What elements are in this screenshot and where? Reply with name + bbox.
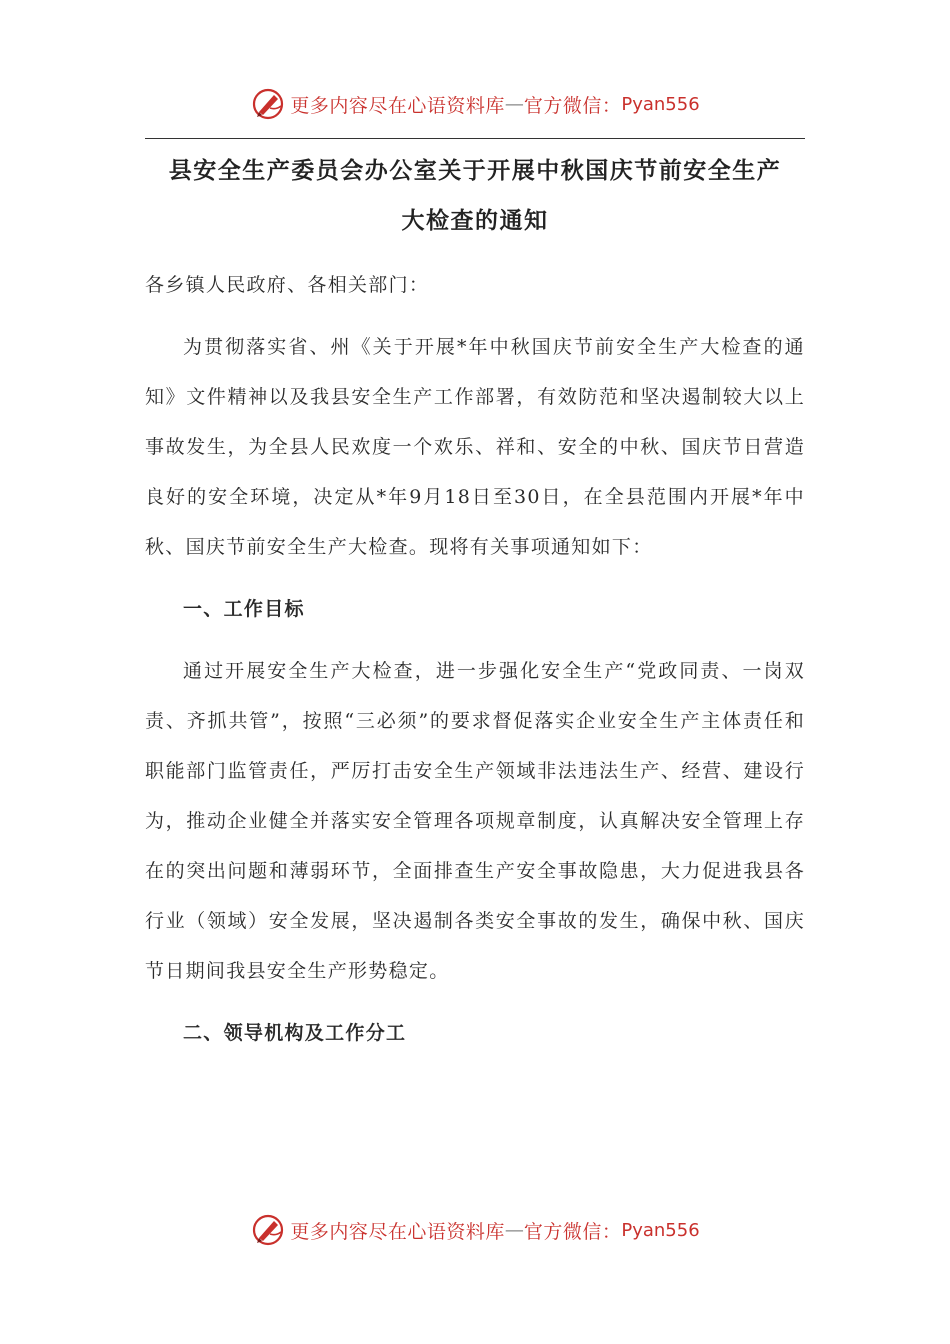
watermark-logo-icon (250, 86, 286, 122)
watermark-text: 更多内容尽在心语资料库 (290, 94, 505, 117)
salutation: 各乡镇人民政府、各相关部门： (145, 274, 430, 296)
watermark-logo-icon (250, 1212, 286, 1248)
watermark-account: Pyan556 (621, 93, 700, 115)
watermark-label: 官方微信： (523, 1220, 622, 1243)
watermark-separator: — (504, 93, 524, 115)
document-title (145, 146, 805, 246)
header-divider (145, 138, 805, 139)
section-heading-1: 一、工作目标 (183, 598, 305, 620)
watermark-account: Pyan556 (621, 1219, 700, 1241)
watermark-banner-top (0, 82, 950, 126)
section-heading-2: 二、领导机构及工作分工 (183, 1022, 407, 1044)
intro-paragraph: 为贯彻落实省、州《关于开展*年中秋国庆节前安全生产大检查的通知》文件精神以及我县安全生产工作部署，有效防范和坚决遏制较大以上事故发生，为全县人民欢度一个欢乐、祥和、安全的中秋、国庆节日营造良好的安全环境，决定从*年9月18日至30日，在全县范围内开展*年中秋、国庆节前安全生产大检查。现将有关事项通知如下： (145, 336, 805, 558)
watermark-separator: — (504, 1219, 524, 1241)
document-body (145, 260, 805, 1070)
objective-paragraph: 通过开展安全生产大检查，进一步强化安全生产“党政同责、一岗双责、齐抓共管”，按照“三必须”的要求督促落实企业安全生产主体责任和职能部门监管责任，严厉打击安全生产领域非法违法生产、经营、建设行为，推动企业健全并落实安全管理各项规章制度，认真解决安全管理上存在的突出问题和薄弱环节，全面排查生产安全事故隐患，大力促进我县各行业（领域）安全发展，坚决遏制各类安全事故的发生，确保中秋、国庆节日期间我县安全生产形势稳定。 (145, 660, 805, 982)
title-line-2: 大检查的通知 (401, 208, 549, 234)
title-line-1: 县安全生产委员会办公室关于开展中秋国庆节前安全生产 (168, 158, 782, 184)
watermark-label: 官方微信： (523, 94, 622, 117)
watermark-text: 更多内容尽在心语资料库 (290, 1220, 505, 1243)
watermark-banner-bottom (0, 1208, 950, 1252)
